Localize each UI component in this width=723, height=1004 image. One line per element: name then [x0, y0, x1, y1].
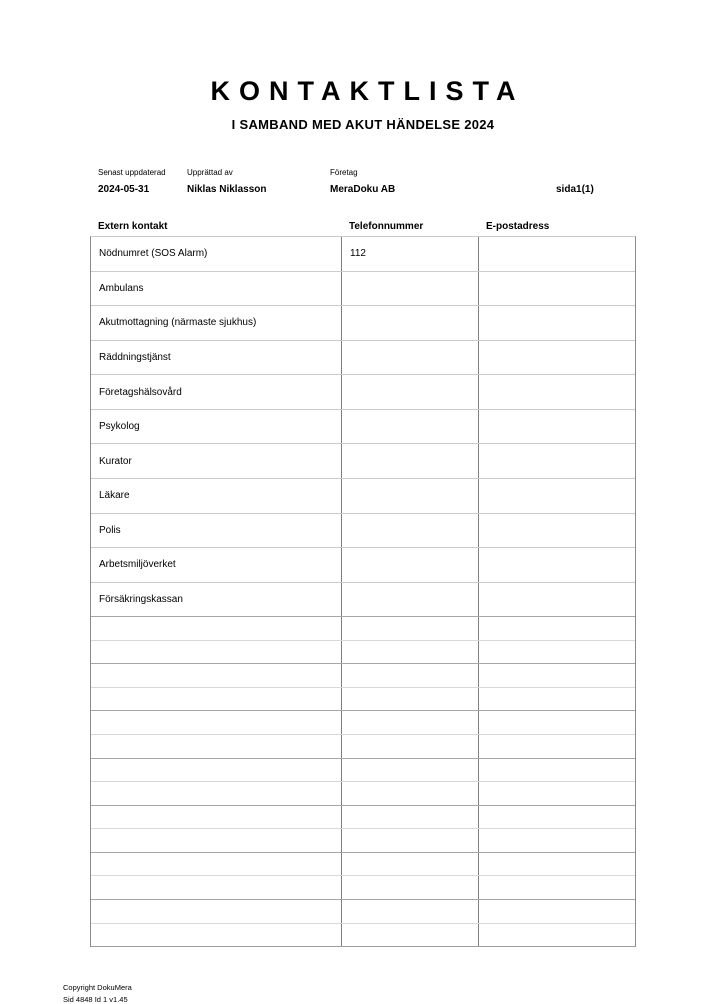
- cell-kontakt: [91, 617, 341, 640]
- cell-telefonnummer: [341, 876, 478, 899]
- cell-telefonnummer: [341, 759, 478, 782]
- table-header-row: [90, 222, 636, 235]
- cell-telefonnummer: [341, 548, 478, 582]
- column-header-epostadress: E-postadress: [486, 221, 550, 232]
- cell-kontakt: Arbetsmiljöverket: [99, 559, 176, 571]
- cell-epostadress: [478, 410, 635, 444]
- cell-kontakt: [91, 806, 341, 829]
- table-row: [91, 271, 635, 306]
- table-row: [91, 513, 635, 548]
- table-row: [91, 305, 635, 340]
- cell-epostadress: [478, 759, 635, 782]
- table-row: [91, 875, 635, 899]
- cell-epostadress: [478, 688, 635, 711]
- table-row: [91, 547, 635, 582]
- table-row: [91, 340, 635, 375]
- meta-value-company: MeraDoku AB: [330, 184, 396, 195]
- cell-kontakt: [91, 688, 341, 711]
- cell-telefonnummer: [341, 514, 478, 548]
- cell-telefonnummer: [341, 479, 478, 513]
- cell-telefonnummer: [341, 735, 478, 758]
- table-row: [91, 237, 635, 271]
- meta-label-last-updated: Senast uppdaterad: [98, 168, 166, 177]
- cell-telefonnummer: [341, 641, 478, 664]
- cell-epostadress: [478, 341, 635, 375]
- table-row: [91, 409, 635, 444]
- cell-kontakt: [91, 853, 341, 876]
- cell-epostadress: [478, 806, 635, 829]
- cell-telefonnummer: [341, 711, 478, 734]
- cell-epostadress: [478, 306, 635, 340]
- cell-kontakt: Ambulans: [99, 282, 144, 294]
- cell-telefonnummer: [341, 583, 478, 617]
- cell-kontakt: Polis: [99, 524, 121, 536]
- cell-kontakt: Försäkringskassan: [99, 593, 183, 605]
- cell-kontakt: [91, 900, 341, 923]
- cell-telefonnummer: [341, 617, 478, 640]
- cell-epostadress: [478, 617, 635, 640]
- cell-telefonnummer: [341, 341, 478, 375]
- cell-kontakt: [91, 711, 341, 734]
- table-row: [91, 923, 635, 947]
- cell-telefonnummer: [341, 900, 478, 923]
- cell-kontakt: [91, 924, 341, 947]
- meta-value-last-updated: 2024-05-31: [98, 184, 150, 195]
- cell-kontakt: [91, 876, 341, 899]
- cell-kontakt: [91, 664, 341, 687]
- table-row: [91, 663, 635, 687]
- cell-epostadress: [478, 782, 635, 805]
- table-row: [91, 758, 635, 782]
- table-row: [91, 640, 635, 664]
- cell-kontakt: Psykolog: [99, 421, 140, 433]
- column-header-telefonnummer: Telefonnummer: [349, 221, 424, 232]
- page-indicator: sida1(1): [556, 184, 594, 195]
- cell-kontakt: [91, 759, 341, 782]
- cell-telefonnummer: [341, 688, 478, 711]
- cell-epostadress: [478, 735, 635, 758]
- copyright-text: Copyright DokuMera: [63, 983, 132, 992]
- cell-telefonnummer: [341, 806, 478, 829]
- cell-epostadress: [478, 664, 635, 687]
- cell-telefonnummer: [341, 375, 478, 409]
- cell-telefonnummer: [341, 272, 478, 306]
- contact-table: [90, 236, 636, 947]
- cell-telefonnummer: [341, 924, 478, 947]
- document-id-text-clipped: Sid 4848 Id 1 v1.45: [63, 995, 128, 1004]
- table-row: [91, 852, 635, 876]
- table-row: [91, 781, 635, 805]
- table-row: [91, 734, 635, 758]
- cell-epostadress: [478, 514, 635, 548]
- table-row: [91, 899, 635, 923]
- cell-kontakt: [91, 829, 341, 852]
- table-row: [91, 687, 635, 711]
- cell-kontakt: Akutmottagning (närmaste sjukhus): [99, 317, 257, 329]
- cell-kontakt: [91, 735, 341, 758]
- cell-epostadress: [478, 829, 635, 852]
- meta-section: [98, 169, 636, 199]
- table-row: [91, 616, 635, 640]
- cell-epostadress: [478, 853, 635, 876]
- document-title: KONTAKTLISTA: [210, 76, 525, 106]
- cell-kontakt: [91, 782, 341, 805]
- cell-epostadress: [478, 900, 635, 923]
- cell-telefonnummer: [341, 782, 478, 805]
- table-row: [91, 443, 635, 478]
- cell-epostadress: [478, 444, 635, 478]
- cell-epostadress: [478, 272, 635, 306]
- cell-telefonnummer: 112: [341, 237, 478, 271]
- table-row: [91, 478, 635, 513]
- cell-kontakt: Nödnumret (SOS Alarm): [99, 248, 208, 260]
- cell-epostadress: [478, 924, 635, 947]
- cell-epostadress: [478, 641, 635, 664]
- table-row: [91, 828, 635, 852]
- document-subtitle: I SAMBAND MED AKUT HÄNDELSE 2024: [231, 117, 495, 132]
- cell-kontakt: Räddningstjänst: [99, 351, 171, 363]
- cell-epostadress: [478, 479, 635, 513]
- cell-telefonnummer: [341, 829, 478, 852]
- cell-kontakt: Kurator: [99, 455, 132, 467]
- cell-kontakt: [91, 641, 341, 664]
- meta-label-created-by: Upprättad av: [187, 168, 233, 177]
- cell-telefonnummer: [341, 306, 478, 340]
- table-row: [91, 710, 635, 734]
- cell-epostadress: [478, 237, 635, 271]
- cell-kontakt: Företagshälsovård: [99, 386, 182, 398]
- cell-epostadress: [478, 711, 635, 734]
- cell-epostadress: [478, 548, 635, 582]
- cell-telefonnummer: [341, 444, 478, 478]
- cell-epostadress: [478, 375, 635, 409]
- cell-telefonnummer: [341, 664, 478, 687]
- cell-epostadress: [478, 583, 635, 617]
- meta-label-company: Företag: [330, 168, 358, 177]
- cell-epostadress: [478, 876, 635, 899]
- meta-value-created-by: Niklas Niklasson: [187, 184, 267, 195]
- table-row: [91, 374, 635, 409]
- table-row: [91, 582, 635, 617]
- cell-telefonnummer: [341, 853, 478, 876]
- cell-kontakt: Läkare: [99, 490, 130, 502]
- column-header-extern-kontakt: Extern kontakt: [98, 221, 168, 232]
- table-row: [91, 805, 635, 829]
- cell-telefonnummer: [341, 410, 478, 444]
